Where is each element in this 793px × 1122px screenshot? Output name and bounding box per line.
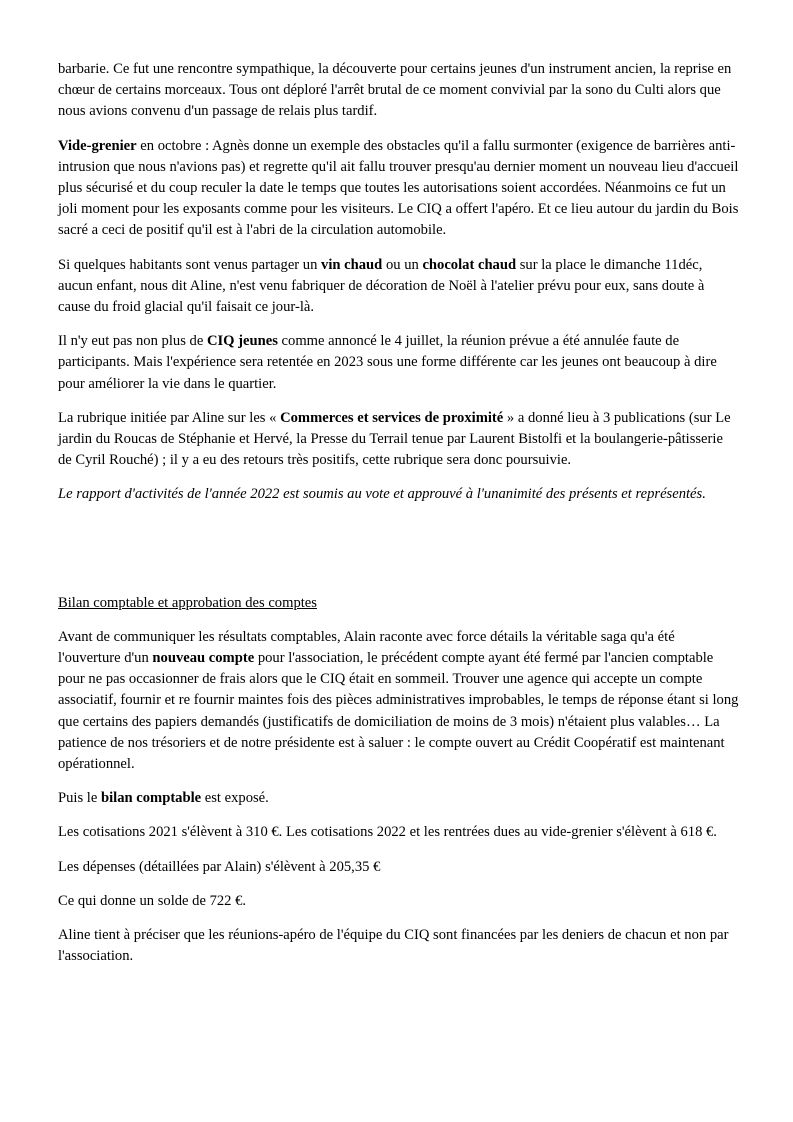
bold-vin-chaud: vin chaud (321, 256, 383, 273)
paragraph-solde: Ce qui donne un solde de 722 €. (58, 892, 247, 909)
paragraph-concert: barbarie. Ce fut une rencontre sympathique, la découverte pour certains jeunes d'un instrument ancien, la reprise en chœur de certains morceaux. Tous ont déploré l'arrêt brutal de ce moment convivial par la sono du Culti alors que nous avions convenu d'un passage de relais plus tardif. (58, 61, 732, 120)
bold-ciq-jeunes: CIQ jeunes (206, 333, 278, 350)
document-page (58, 59, 740, 981)
vote-statement: Le rapport d'activités de l'année 2022 est soumis au vote et approuvé à l'unanimité des présents et représentés. (58, 486, 706, 503)
bold-commerces: Commerces et services de proximité (280, 409, 504, 426)
paragraph-depenses: Les dépenses (détaillées par Alain) s'élèvent à 205,35 € (58, 858, 381, 875)
bold-vide-grenier: Vide-grenier (58, 137, 137, 154)
section-heading: Bilan comptable et approbation des comptes (58, 594, 317, 611)
bold-nouveau-compte: nouveau compte (152, 650, 255, 667)
bold-bilan-comptable: bilan comptable (100, 790, 202, 807)
paragraph-nouveau-compte: Avant de communiquer les résultats comptables, Alain raconte avec force détails la véritable saga qu'a été l'ouverture d'un nouveau compte pour l'association, le précédent compte ayant été fermé par l'ancien comptable pour ne pas occasionner de frais alors que le CIQ était en sommeil. Trouver une agence qui accepte un compte associatif, fournir et re fournir maintes fois des pièces administratives improbables, le temps de réponse étant si long que certains des papiers demandés (justificatifs de domiciliation de moins de 3 mois) n'étaient plus valables… La patience de nos trésoriers et de notre présidente est à saluer : le compte ouvert au Crédit Coopératif est maintenant opérationnel. (58, 628, 739, 773)
paragraph-vin-chaud: Si quelques habitants sont venus partager un vin chaud ou un chocolat chaud sur la place le dimanche 11déc, aucun enfant, nous dit Aline, n'est venu fabriquer de décoration de Noël à l'atelier prévu pour eux, sans doute à cause du froid glacial qu'il faisait ce jour-là. (58, 256, 705, 316)
paragraph-bilan: Puis le bilan comptable est exposé. (58, 790, 269, 807)
spacer (58, 519, 740, 593)
paragraph-reunions-apero: Aline tient à préciser que les réunions-apéro de l'équipe du CIQ sont financées par les deniers de chacun et non par l'association. (58, 927, 729, 965)
paragraph-commerces: La rubrique initiée par Aline sur les « Commerces et services de proximité » a donné lieu à 3 publications (sur Le jardin du Roucas de Stéphanie et Hervé, la Presse du Terrail tenue par Laurent Bistolfi et la boulangerie-pâtisserie de Cyril Rouché) ; il y a eu des retours très positifs, cette rubrique sera donc poursuivie. (58, 409, 731, 469)
paragraph-cotisations: Les cotisations 2021 s'élèvent à 310 €. Les cotisations 2022 et les rentrées dues au vide-grenier s'élèvent à 618 €. (58, 824, 717, 841)
paragraph-ciq-jeunes: Il n'y eut pas non plus de CIQ jeunes comme annoncé le 4 juillet, la réunion prévue a été annulée faute de participants. Mais l'expérience sera retentée en 2023 sous une forme différente car les jeunes ont beaucoup à dire pour améliorer la vie dans le quartier. (58, 333, 717, 392)
paragraph-vide-grenier: Vide-grenier en octobre : Agnès donne un exemple des obstacles qu'il a fallu surmonter (exigence de barrières anti-intrusion que nous n'avions pas) et regrette qu'il ait fallu trouver presqu'au dernier moment un nouveau lieu d'accueil plus sécurisé et du coup reculer la date le temps que toutes les autorisations soient accordées. Néanmoins ce fut un joli moment pour les exposants comme pour les visiteurs. Le CIQ a offert l'apéro. Et ce lieu autour du jardin du Bois sacré a ceci de positif qu'il est à l'abri de la circulation automobile. (58, 137, 739, 239)
bold-chocolat-chaud: chocolat chaud (422, 256, 517, 273)
